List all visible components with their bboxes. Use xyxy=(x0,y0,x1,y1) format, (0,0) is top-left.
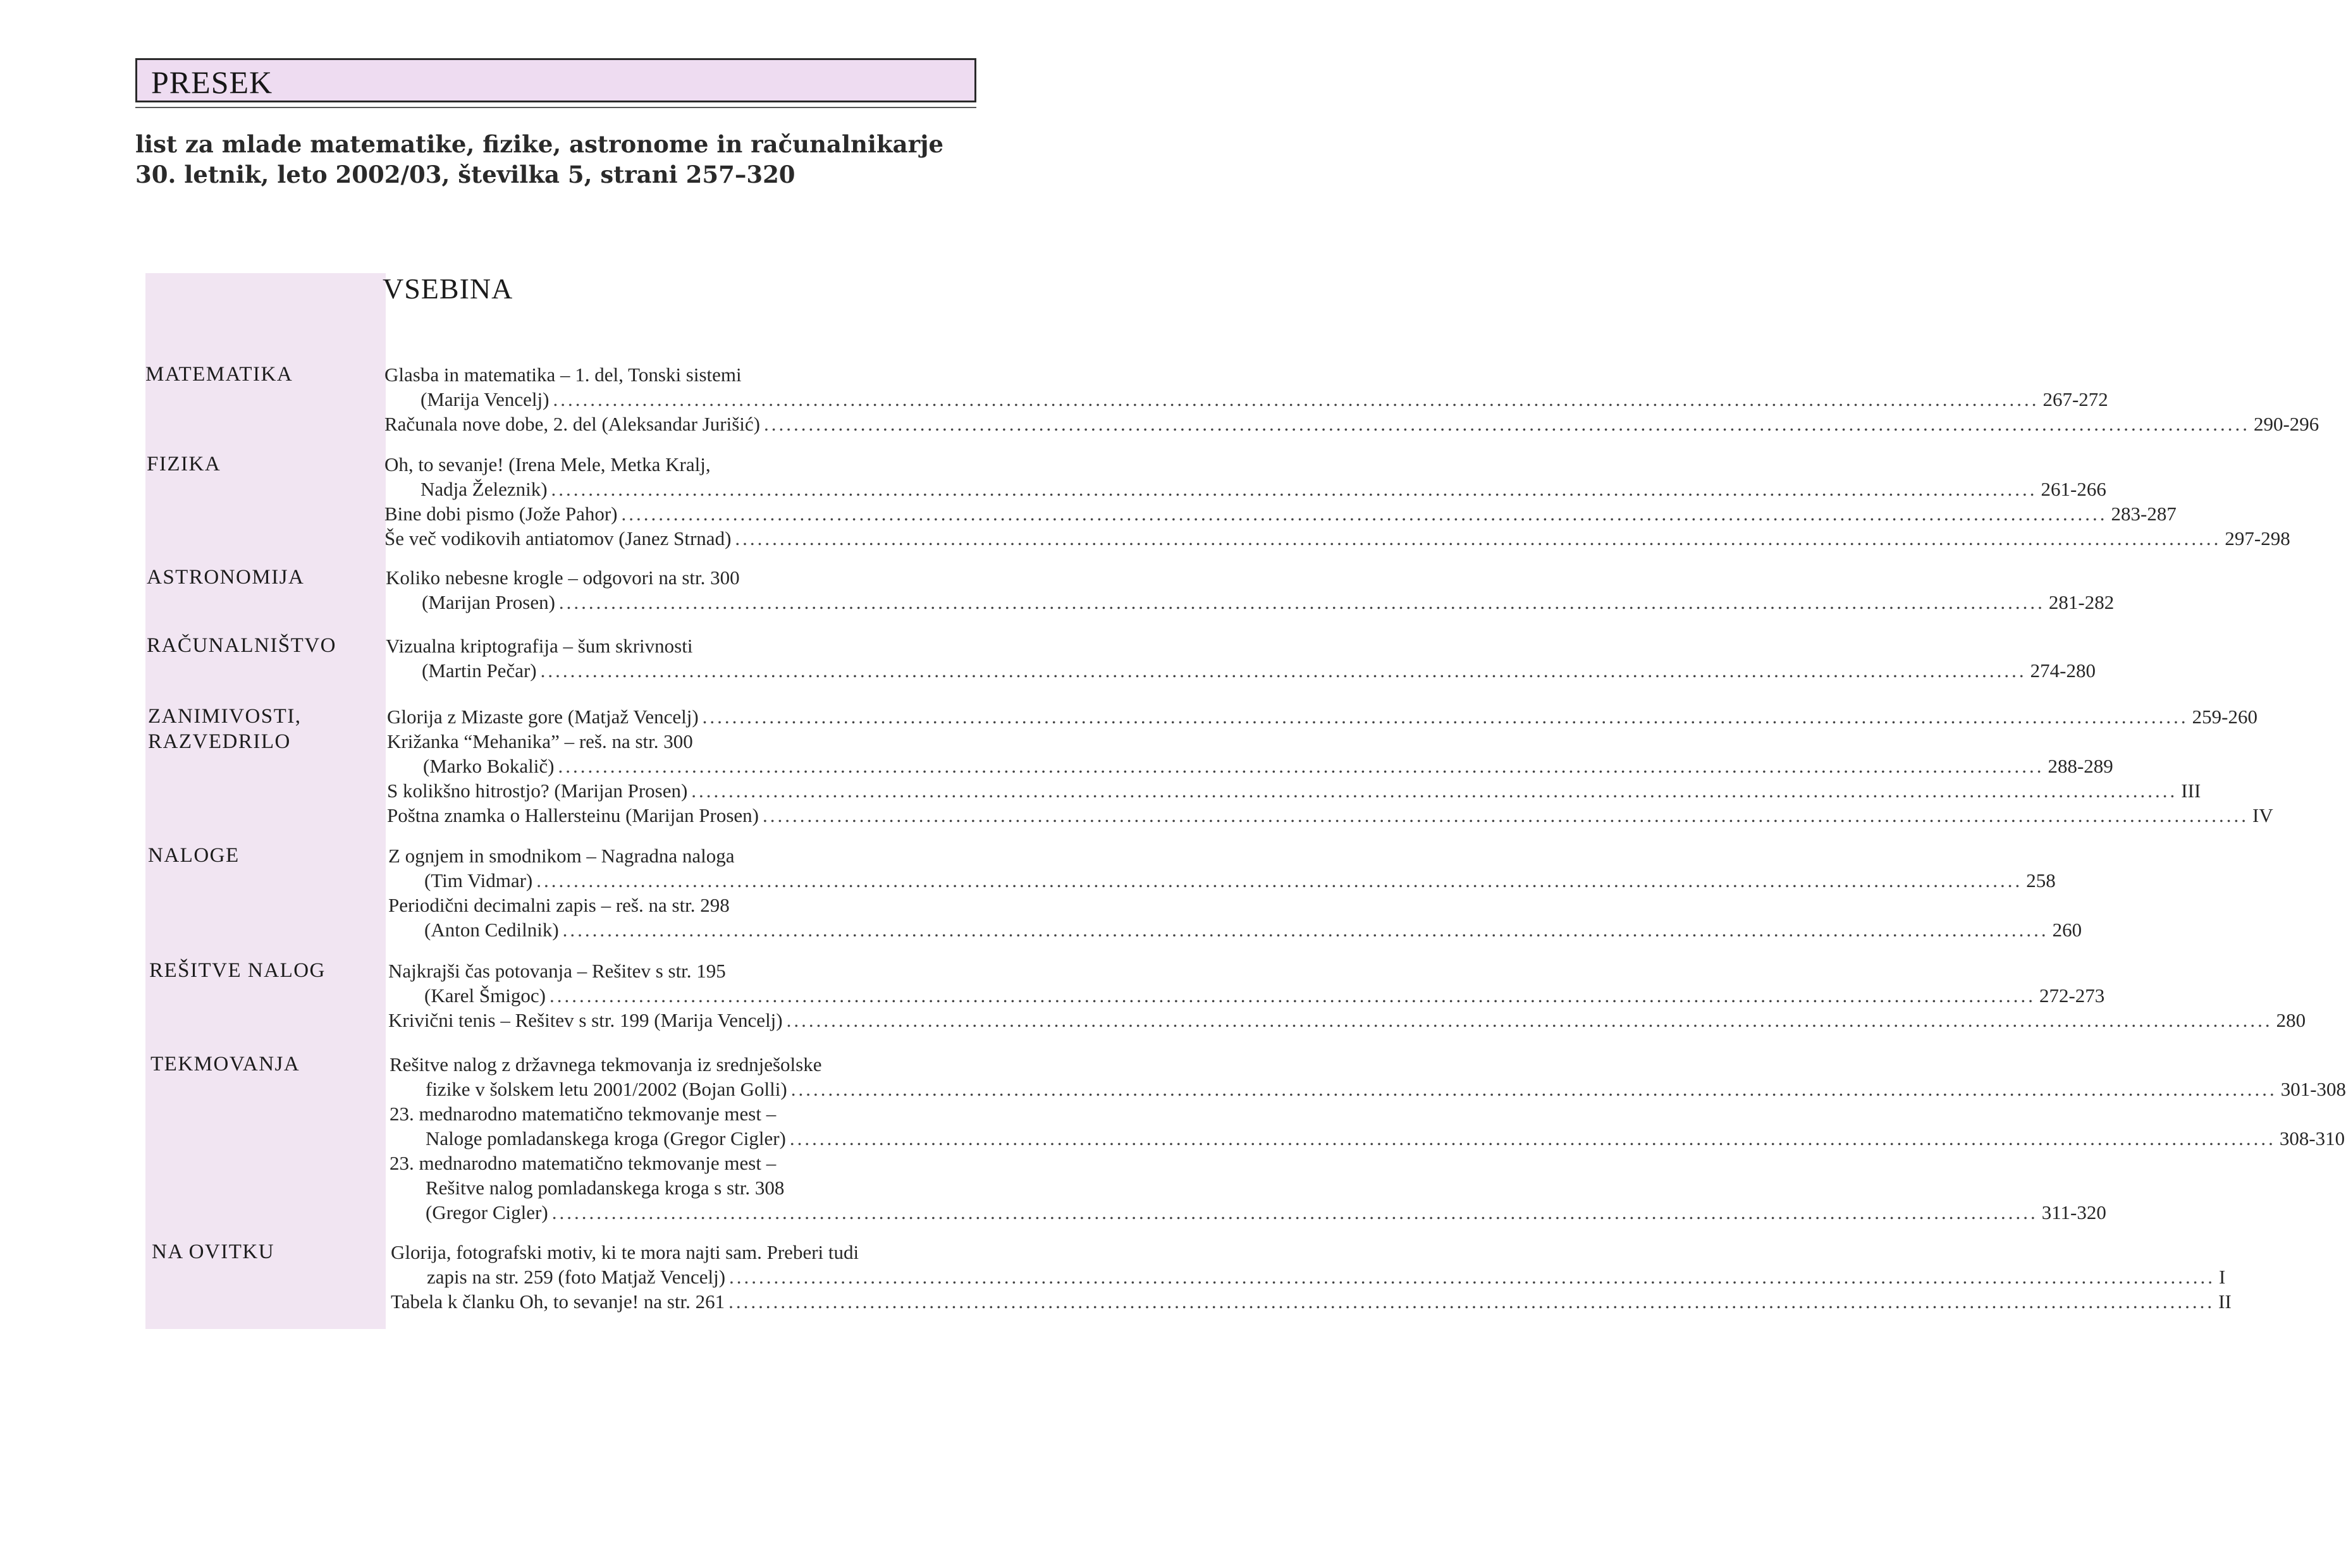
entry-title: (Karel Šmigoc) xyxy=(424,984,546,1007)
entry-title: Še več vodikovih antiatomov (Janez Strnad) xyxy=(384,527,732,549)
entry-title: (Marko Bokalič) xyxy=(423,755,555,777)
section-label-column xyxy=(145,273,386,1329)
toc-entry-line xyxy=(387,705,2257,729)
toc-entry-line: Rešitve nalog pomladanskega kroga s str. 308 xyxy=(426,1177,785,1199)
subtitle-line-1: list za mlade matematike, fizike, astronome in računalnikarje xyxy=(135,130,943,158)
toc-entry-line xyxy=(384,527,2290,551)
entry-title: (Martin Pečar) xyxy=(422,659,537,682)
leader-dots: ........................................................................................................................................................................................................ xyxy=(551,478,2037,500)
entry-page-number: III xyxy=(2181,780,2201,802)
entry-title: (Marijan Prosen) xyxy=(422,591,555,613)
entry-page-number: 274-280 xyxy=(2030,659,2096,682)
toc-entry-line xyxy=(422,591,2115,615)
leader-dots: ........................................................................................................................................................................................................ xyxy=(786,1009,2273,1031)
leader-dots: ........................................................................................................................................................................................................ xyxy=(729,1266,2216,1288)
toc-entry-line xyxy=(388,1008,2306,1032)
toc-entry-line: Z ognjem in smodnikom – Nagradna naloga xyxy=(388,845,735,867)
leader-dots: ........................................................................................................................................................................................................ xyxy=(702,706,2189,728)
entry-title: zapis na str. 259 (foto Matjaž Vencelj) xyxy=(427,1266,726,1288)
entry-page-number: 258 xyxy=(2026,869,2056,891)
entry-page-number: 297-298 xyxy=(2225,527,2290,549)
entry-page-number: 261-266 xyxy=(2041,478,2106,500)
toc-entry-line xyxy=(424,869,2056,893)
toc-entry-line: Križanka “Mehanika” – reš. na str. 300 xyxy=(387,730,693,752)
toc-entry-line xyxy=(424,918,2082,942)
toc-entry-line xyxy=(423,754,2113,778)
leader-dots: ........................................................................................................................................................................................................ xyxy=(558,755,2044,777)
entry-page-number: 290-296 xyxy=(2253,413,2319,435)
section-label: NA OVITKU xyxy=(152,1240,275,1263)
masthead-box xyxy=(135,58,976,102)
entry-page-number: 301-308 xyxy=(2280,1078,2346,1100)
section-label: ASTRONOMIJA xyxy=(147,566,305,589)
entry-title: Naloge pomladanskega kroga (Gregor Cigler) xyxy=(426,1127,786,1149)
entry-page-number: IV xyxy=(2252,804,2273,826)
toc-entry-line xyxy=(427,1265,2226,1289)
toc-entry-line: Oh, to sevanje! (Irena Mele, Metka Kralj, xyxy=(384,453,711,475)
toc-entry-line xyxy=(421,388,2108,412)
leader-dots: ........................................................................................................................................................................................................ xyxy=(621,503,2108,525)
section-label: ZANIMIVOSTI, RAZVEDRILO xyxy=(148,705,302,753)
entry-title: Računala nove dobe, 2. del (Aleksandar Jurišić) xyxy=(384,413,760,435)
toc-entry-line xyxy=(387,779,2201,803)
entry-page-number: 281-282 xyxy=(2048,591,2115,613)
entry-title: (Gregor Cigler) xyxy=(426,1201,548,1223)
section-label: RAČUNALNIŠTVO xyxy=(147,634,336,657)
toc-entry-line: Koliko nebesne krogle – odgovori na str. 300 xyxy=(386,567,740,589)
entry-title: fizike v šolskem letu 2001/2002 (Bojan Golli) xyxy=(426,1078,787,1100)
entry-page-number: I xyxy=(2219,1266,2226,1288)
toc-entry-line: Glasba in matematika – 1. del, Tonski sistemi xyxy=(384,364,742,386)
entry-page-number: 267-272 xyxy=(2042,388,2108,410)
masthead-title: PRESEK xyxy=(151,64,273,100)
entry-page-number: 288-289 xyxy=(2048,755,2113,777)
toc-entry-line xyxy=(426,1201,2106,1225)
entry-title: (Marija Vencelj) xyxy=(421,388,550,410)
toc-entry-line: Najkrajši čas potovanja – Rešitev s str. 195 xyxy=(388,960,726,982)
leader-dots: ........................................................................................................................................................................................................ xyxy=(553,388,2039,410)
entry-page-number: 283-287 xyxy=(2111,503,2177,525)
toc-entry-line: 23. mednarodno matematično tekmovanje mest – xyxy=(390,1152,777,1174)
entry-page-number: 311-320 xyxy=(2041,1201,2106,1223)
entry-page-number: II xyxy=(2218,1290,2232,1313)
entry-page-number: 259-260 xyxy=(2192,706,2257,728)
toc-entry-line: Periodični decimalni zapis – reš. na str. 298 xyxy=(388,894,730,916)
toc-entry-line xyxy=(384,412,2319,436)
leader-dots: ........................................................................................................................................................................................................ xyxy=(790,1078,2277,1100)
leader-dots: ........................................................................................................................................................................................................ xyxy=(558,591,2045,613)
leader-dots: ........................................................................................................................................................................................................ xyxy=(540,659,2027,682)
section-label: NALOGE xyxy=(148,844,240,867)
toc-entry-line: 23. mednarodno matematično tekmovanje mest – xyxy=(390,1103,777,1125)
toc-entry-line xyxy=(426,1077,2346,1101)
entry-page-number: 308-310 xyxy=(2279,1127,2345,1149)
masthead-rule xyxy=(135,107,976,108)
entry-title: Nadja Železnik) xyxy=(421,478,548,500)
leader-dots: ........................................................................................................................................................................................................ xyxy=(551,1201,2038,1223)
entry-title: Glorija z Mizaste gore (Matjaž Vencelj) xyxy=(387,706,699,728)
entry-title: S kolikšno hitrostjo? (Marijan Prosen) xyxy=(387,780,688,802)
entry-title: Krivični tenis – Rešitev s str. 199 (Marija Vencelj) xyxy=(388,1009,783,1031)
leader-dots: ........................................................................................................................................................................................................ xyxy=(735,527,2221,549)
subtitle-line-2: 30. letnik, leto 2002/03, številka 5, strani 257–320 xyxy=(135,161,795,188)
section-label: FIZIKA xyxy=(147,453,221,475)
leader-dots: ........................................................................................................................................................................................................ xyxy=(728,1290,2215,1313)
toc-entry-line xyxy=(422,659,2096,683)
toc-entry-line xyxy=(424,984,2105,1008)
leader-dots: ........................................................................................................................................................................................................ xyxy=(789,1127,2276,1149)
leader-dots: ........................................................................................................................................................................................................ xyxy=(549,984,2036,1007)
toc-entry-line xyxy=(391,1290,2232,1314)
leader-dots: ........................................................................................................................................................................................................ xyxy=(763,413,2250,435)
toc-entry-line: Rešitve nalog z državnega tekmovanja iz srednješolske xyxy=(390,1053,822,1075)
toc-entry-line xyxy=(384,502,2177,526)
toc-entry-line xyxy=(387,804,2273,828)
section-label: TEKMOVANJA xyxy=(150,1053,300,1075)
entry-title: (Anton Cedilnik) xyxy=(424,919,559,941)
toc-entry-line: Vizualna kriptografija – šum skrivnosti xyxy=(386,635,693,657)
contents-heading: VSEBINA xyxy=(383,273,513,305)
section-label: MATEMATIKA xyxy=(145,363,293,386)
leader-dots: ........................................................................................................................................................................................................ xyxy=(562,919,2049,941)
toc-entry-line xyxy=(421,477,2106,501)
entry-title: Tabela k članku Oh, to sevanje! na str. 261 xyxy=(391,1290,725,1313)
toc-entry-line: Glorija, fotografski motiv, ki te mora najti sam. Preberi tudi xyxy=(391,1241,859,1263)
entry-page-number: 260 xyxy=(2052,919,2082,941)
leader-dots: ........................................................................................................................................................................................................ xyxy=(763,804,2249,826)
entry-page-number: 280 xyxy=(2276,1009,2306,1031)
entry-title: Poštna znamka o Hallersteinu (Marijan Prosen) xyxy=(387,804,759,826)
entry-title: Bine dobi pismo (Jože Pahor) xyxy=(384,503,618,525)
toc-entry-line xyxy=(426,1127,2345,1151)
entry-page-number: 272-273 xyxy=(2039,984,2105,1007)
section-label: REŠITVE NALOG xyxy=(149,959,326,982)
entry-title: (Tim Vidmar) xyxy=(424,869,533,891)
leader-dots: ........................................................................................................................................................................................................ xyxy=(691,780,2178,802)
leader-dots: ........................................................................................................................................................................................................ xyxy=(536,869,2023,891)
